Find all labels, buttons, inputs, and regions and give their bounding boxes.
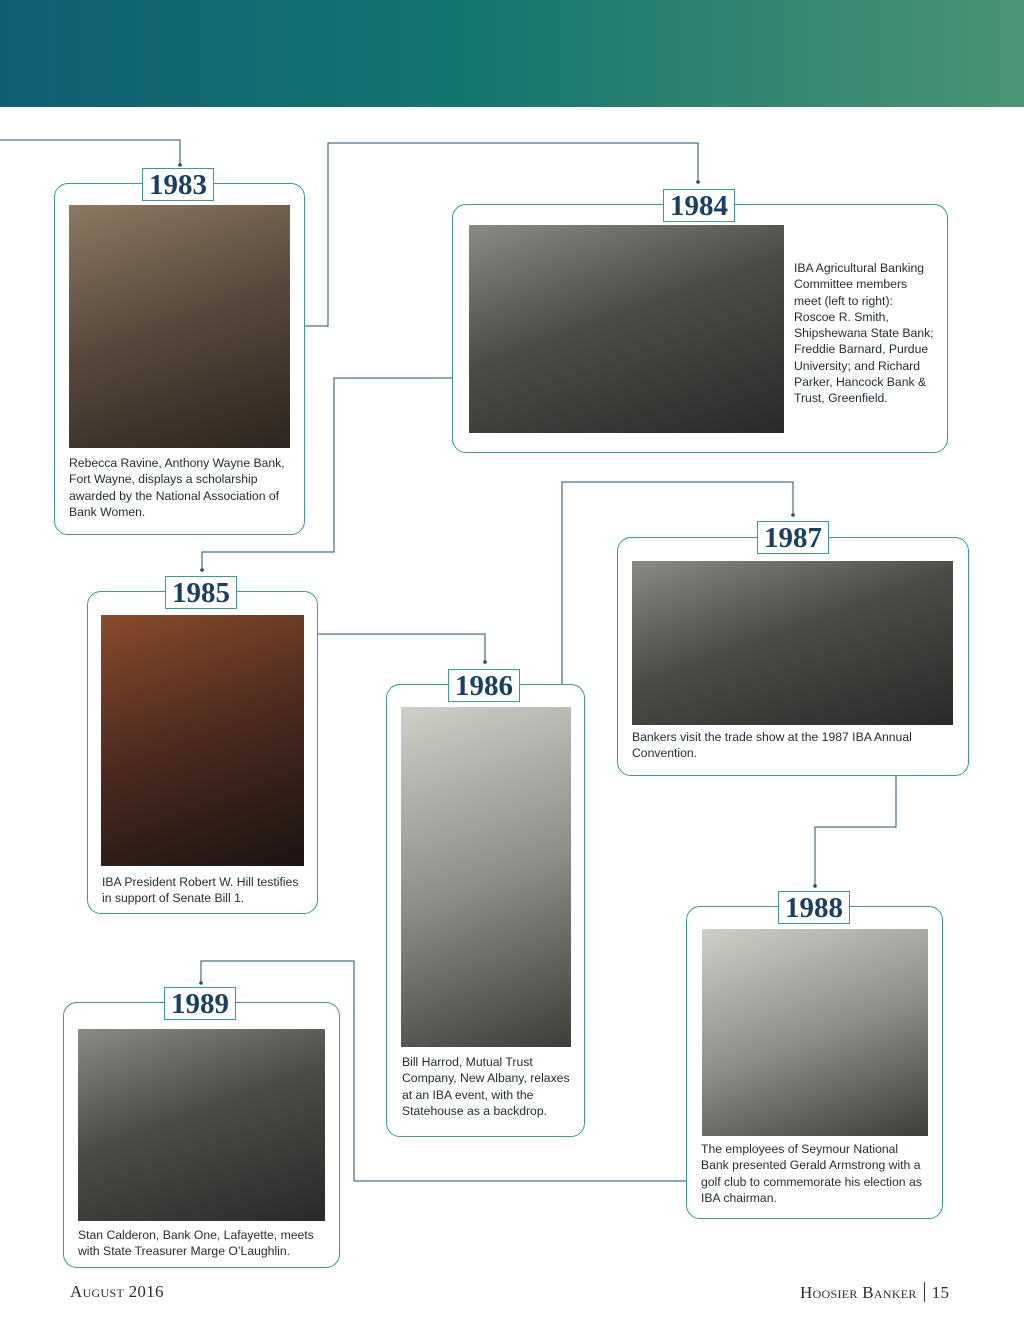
- publication-name: Hoosier Banker: [800, 1283, 917, 1302]
- caption-1985: IBA President Robert W. Hill testifies in support of Senate Bill 1.: [102, 875, 299, 906]
- caption-1983: Rebecca Ravine, Anthony Wayne Bank, Fort Wayne, displays a scholarship awarded by the National Association of Bank Women.: [69, 456, 285, 519]
- year-label-1984: 1984: [663, 189, 735, 222]
- caption-1984: IBA Agricultural Banking Committee members meet (left to right): Roscoe R. Smith, Shipshewana State Bank; Freddie Barnard, Purdue University; and Richard Parker, Hancock Bank & Trust, Greenfield.: [794, 261, 934, 406]
- year-label-1989: 1989: [164, 987, 236, 1020]
- caption-1987: Bankers visit the trade show at the 1987 IBA Annual Convention.: [632, 730, 912, 761]
- year-label-1983: 1983: [142, 168, 214, 201]
- caption-1988: The employees of Seymour National Bank presented Gerald Armstrong with a golf club to commemorate his election as IBA chairman.: [701, 1142, 922, 1205]
- photo-1989: [78, 1029, 325, 1221]
- year-label-1986: 1986: [448, 669, 520, 702]
- caption-1989: Stan Calderon, Bank One, Lafayette, meets with State Treasurer Marge O’Laughlin.: [78, 1228, 314, 1259]
- footer-divider: [924, 1282, 925, 1302]
- page-number: 15: [931, 1283, 950, 1302]
- photo-1983: [69, 205, 290, 448]
- year-label-1987: 1987: [757, 521, 829, 554]
- year-label-1985: 1985: [165, 576, 237, 609]
- photo-1988: [702, 929, 928, 1136]
- photo-1987: [632, 561, 953, 725]
- footer-issue-date: August 2016: [70, 1282, 164, 1301]
- photo-1985: [101, 615, 304, 866]
- photo-1986: [401, 707, 571, 1047]
- year-label-1988: 1988: [778, 891, 850, 924]
- photo-1984: [469, 225, 784, 433]
- footer-publication: [800, 1282, 949, 1303]
- caption-1986: Bill Harrod, Mutual Trust Company, New Albany, relaxes at an IBA event, with the Statehouse as a backdrop.: [402, 1055, 570, 1118]
